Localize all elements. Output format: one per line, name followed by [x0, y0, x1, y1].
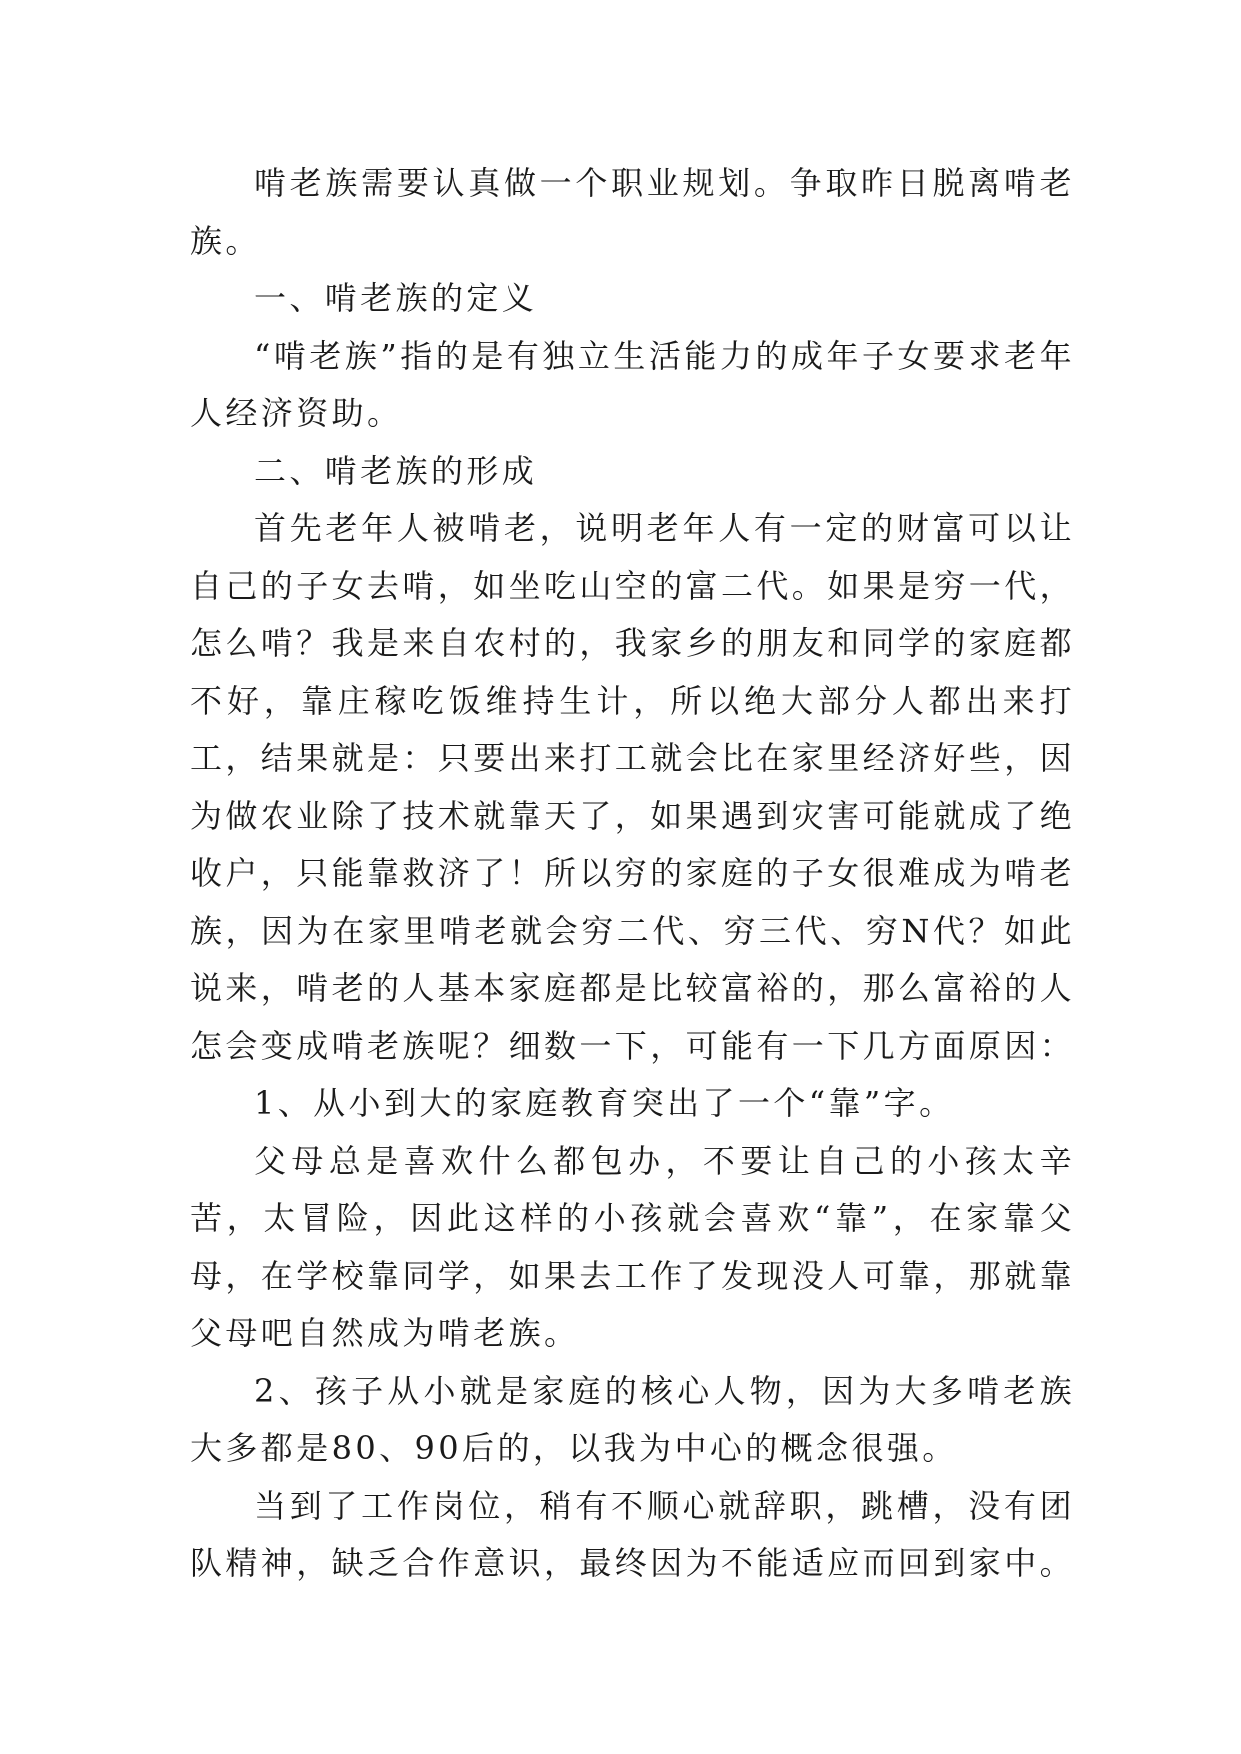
point-heading-2: 2、孩子从小就是家庭的核心人物，因为大多啃老族大多都是80、90后的，以我为中心的概念很强。 — [190, 1371, 1075, 1467]
point-heading-1: 1、从小到大的家庭教育突出了一个“靠”字。 — [254, 1084, 955, 1122]
section-heading-formation: 二、啃老族的形成 — [254, 451, 538, 490]
section-heading-definition: 一、啃老族的定义 — [254, 279, 538, 317]
paragraph-formation: 首先老年人被啃老，说明老年人有一定的财富可以让自己的子女去啃，如坐吃山空的富二代。如果是穷一代，怎么啃？我是来自农村的，我家乡的朋友和同学的家庭都不好，靠庄稼吃饭维持生计，所以绝大部分人都出来打工，结果就是：只要出来打工就会比在家里经济好些，因为做农业除了技术就靠天了，如果遇到灾害可能就成了绝收户，只能靠救济了！所以穷的家庭的子女很难成为啃老族，因为在家里啃老就会穷二代、穷三代、穷N代？如此说来，啃老的人基本家庭都是比较富裕的，那么富裕的人怎会变成啃老族呢？细数一下，可能有一下几方面原因： — [190, 509, 1076, 1065]
paragraph-definition: “啃老族”指的是有独立生活能力的成年子女要求老年人经济资助。 — [190, 336, 1075, 432]
document-body — [190, 155, 1075, 1593]
paragraph-point-1: 父母总是喜欢什么都包办，不要让自己的小孩太辛苦，太冒险，因此这样的小孩就会喜欢“靠”，在家靠父母，在学校靠同学，如果去工作了发现没人可靠，那就靠父母吧自然成为啃老族。 — [190, 1141, 1076, 1352]
paragraph-point-2: 当到了工作岗位，稍有不顺心就辞职，跳槽，没有团队精神，缺乏合作意识，最终因为不能适应而回到家中。 — [190, 1486, 1076, 1582]
paragraph-intro: 啃老族需要认真做一个职业规划。争取昨日脱离啃老族。 — [190, 164, 1075, 260]
